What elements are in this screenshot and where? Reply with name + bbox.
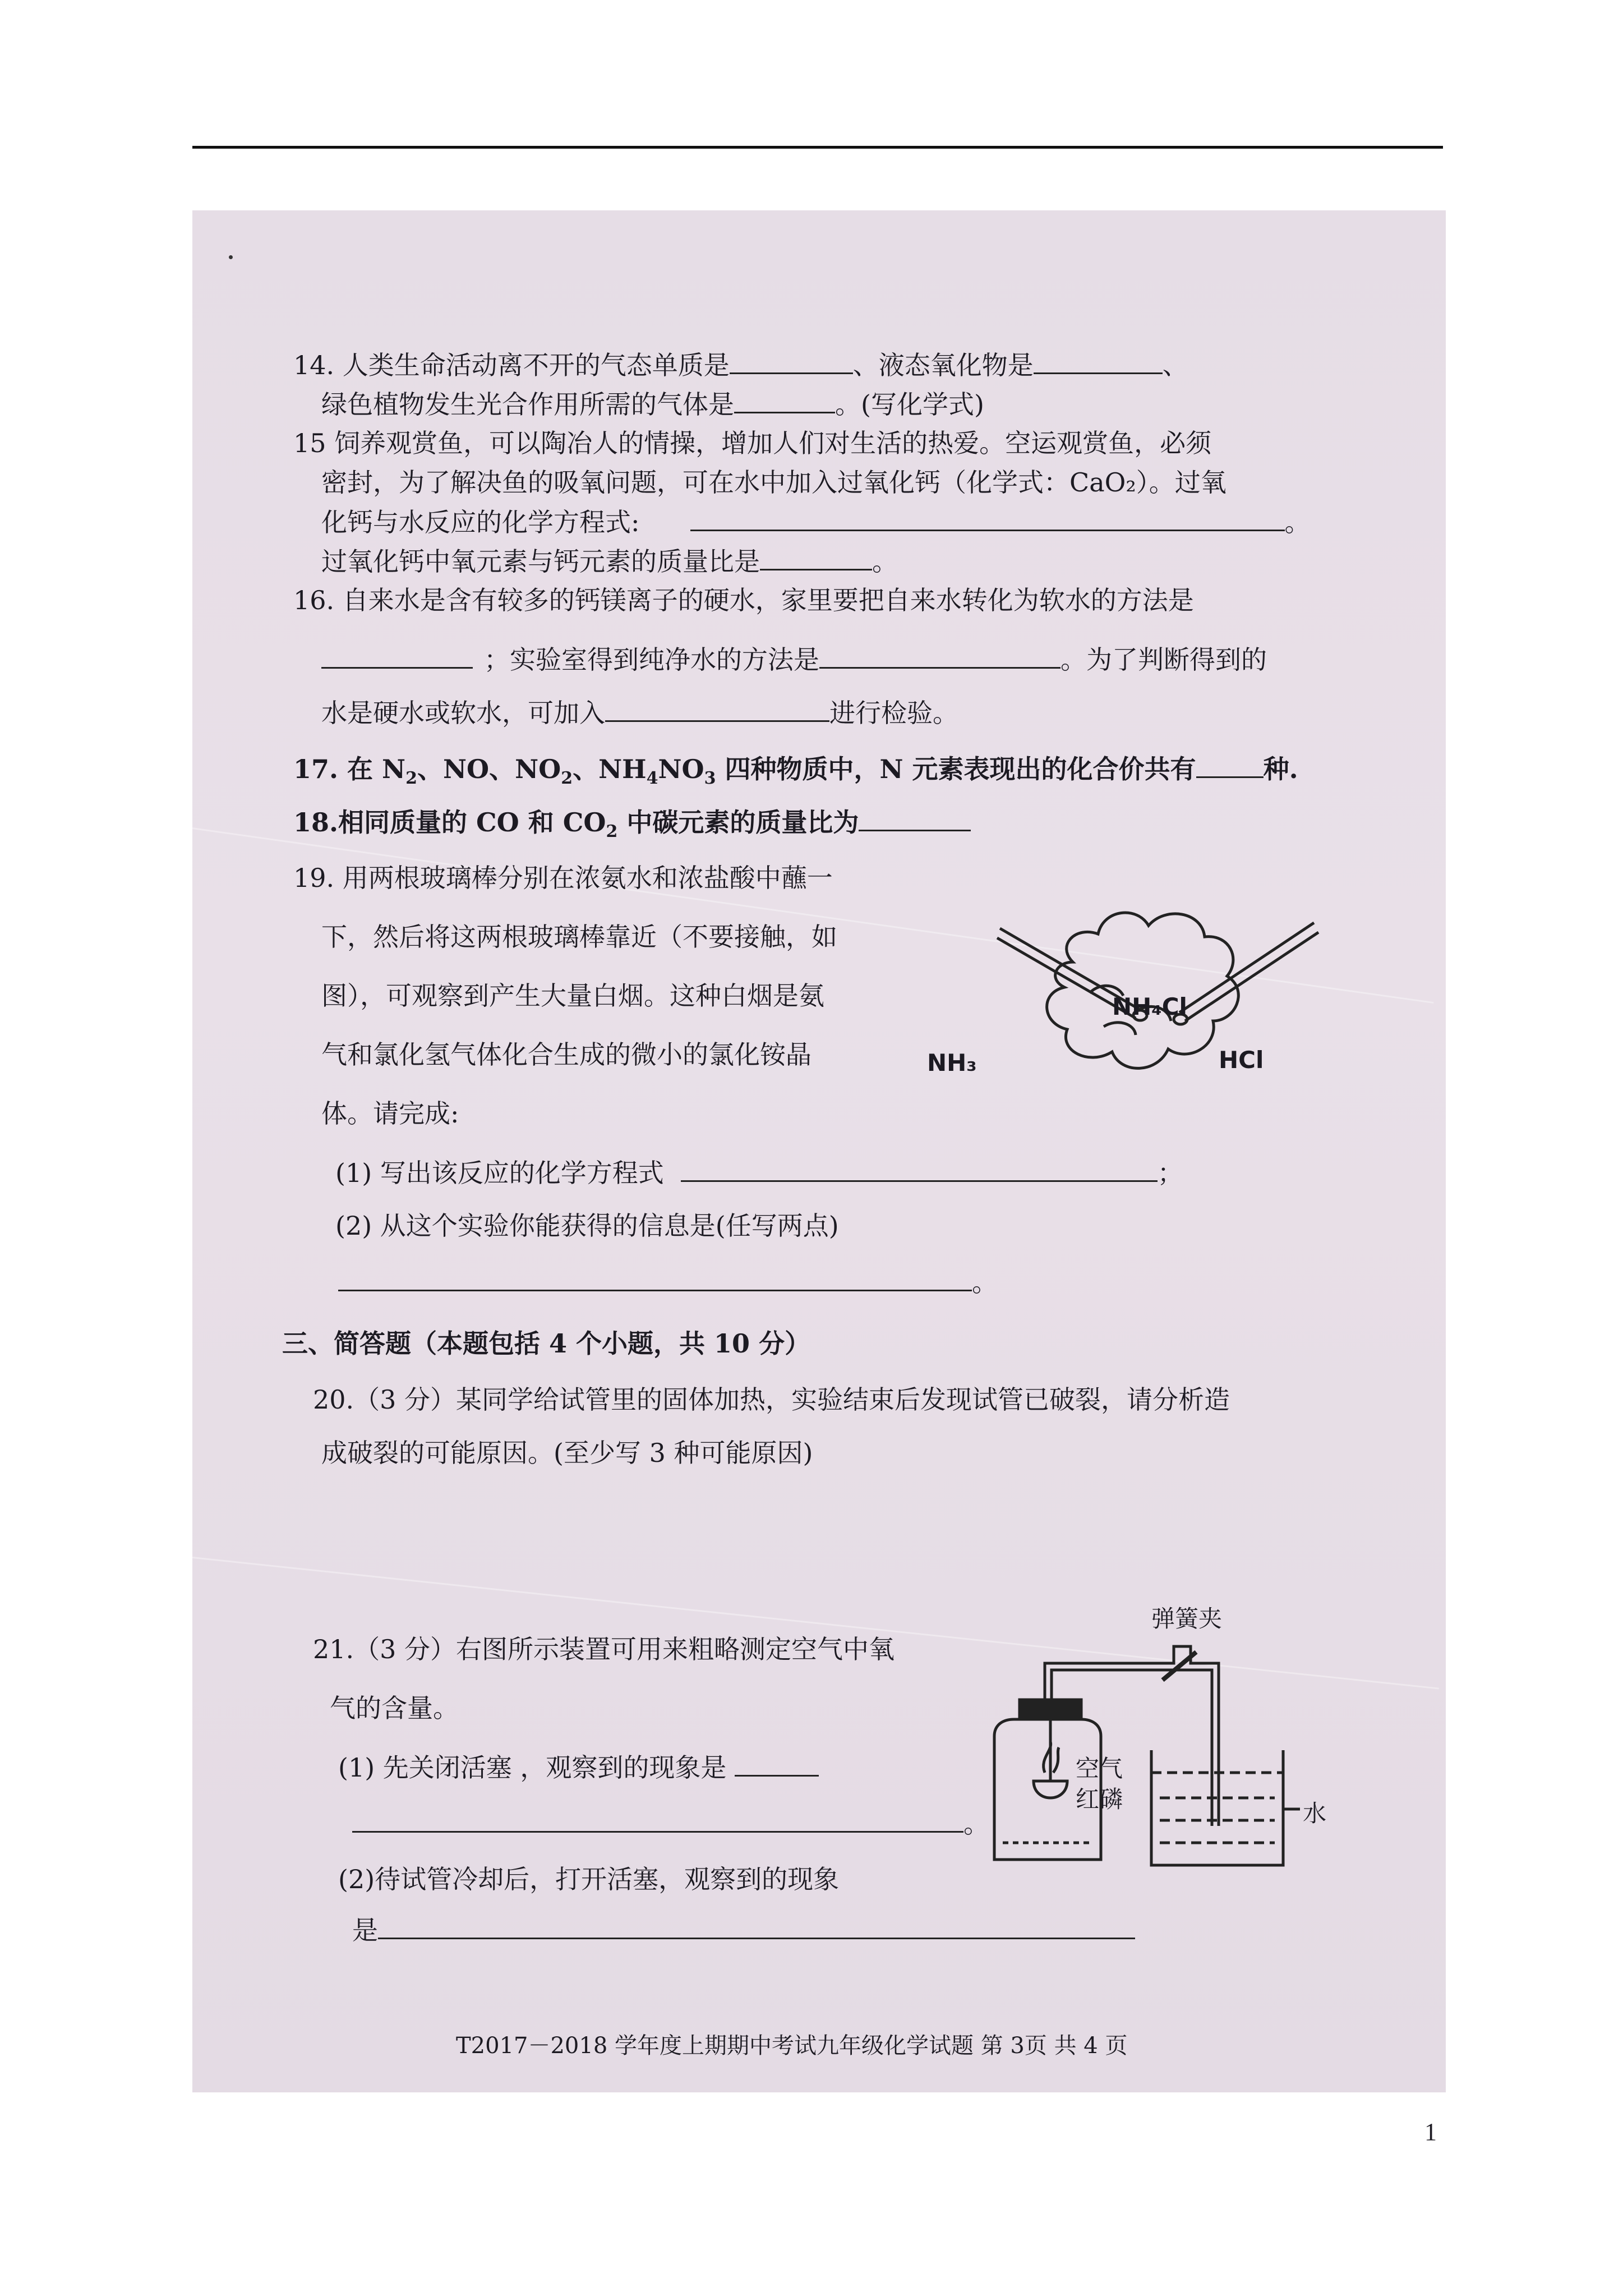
q15-text: 化钙与水反应的化学方程式:	[321, 507, 640, 537]
q14-text: 、液态氧化物是	[852, 350, 1034, 380]
bottle-stopper	[1020, 1700, 1081, 1719]
q17-text: NO	[658, 754, 704, 784]
q21-part1	[338, 1750, 819, 1784]
q17-text: 、NH	[573, 754, 647, 784]
q16-text: ；实验室得到纯净水的方法是	[484, 645, 819, 675]
q15-line2: 密封，为了解决鱼的吸氧问题，可在水中加入过氧化钙（化学式：CaO₂）。过氧	[321, 467, 1227, 498]
q21-part2-line	[352, 1913, 1135, 1947]
answer-blank[interactable]	[1034, 348, 1163, 374]
answer-blank[interactable]	[605, 696, 829, 722]
answer-blank[interactable]	[690, 505, 1285, 531]
q17-text: 17. 在 N	[293, 754, 406, 784]
q17-text: 种.	[1263, 754, 1298, 784]
answer-blank[interactable]	[378, 1913, 1135, 1939]
q18-text: 18.相同质量的 CO 和 CO	[293, 807, 606, 838]
q16-line2	[321, 642, 1267, 677]
apparatus-figure	[961, 1641, 1308, 1876]
q16-text: 。为了判断得到的	[1061, 645, 1267, 675]
answer-blank[interactable]	[859, 805, 971, 831]
q19-line5: 体。请完成:	[321, 1098, 459, 1129]
subscript: 2	[606, 822, 618, 842]
q19-text: (1) 写出该反应的化学方程式	[335, 1158, 664, 1188]
q17-text: 、NO、NO	[417, 754, 561, 784]
q15-line1: 15 饲养观赏鱼，可以陶冶人的情操，增加人们对生活的热爱。空运观赏鱼，必须	[293, 428, 1212, 458]
smoke-cloud	[1047, 913, 1239, 1068]
glass-rod-right	[1179, 923, 1314, 1013]
combustion-spoon	[1034, 1781, 1067, 1798]
spring-clamp-label: 弹簧夹	[1151, 1605, 1223, 1632]
answer-blank[interactable]	[321, 642, 473, 669]
answer-blank[interactable]	[681, 1156, 1158, 1182]
q19-sub2: (2) 从这个实验你能获得的信息是(任写两点)	[335, 1211, 839, 1241]
q16-text: 进行检验。	[829, 698, 958, 728]
q14-line1	[293, 348, 1188, 382]
q14-text: 、	[1162, 350, 1188, 380]
q14-text: 绿色植物发生光合作用所需的气体是	[321, 389, 734, 420]
answer-blank[interactable]	[730, 348, 853, 374]
q21-line2: 气的含量。	[330, 1693, 459, 1723]
q16-text: 水是硬水或软水，可加入	[321, 698, 605, 728]
subscript: 2	[405, 769, 417, 789]
q18-text: 中碳元素的质量比为	[617, 807, 859, 838]
q21-line1: 21.（3 分）右图所示装置可用来粗略测定空气中氧	[313, 1634, 895, 1664]
q20-line1: 20.（3 分）某同学给试管里的固体加热，实验结束后发现试管已破裂，请分析造	[313, 1384, 1230, 1415]
q21-text: 。	[963, 1809, 989, 1839]
header-rule	[192, 146, 1443, 149]
answer-blank[interactable]	[352, 1806, 963, 1833]
q19-line2: 下，然后将这两根玻璃棒靠近（不要接触，如	[321, 922, 837, 952]
q19-line4: 气和氯化氢气体化合生成的微小的氯化铵晶	[321, 1039, 811, 1070]
subscript: 3	[704, 769, 716, 789]
air-label: 空气	[1076, 1755, 1123, 1782]
scanned-page	[192, 210, 1446, 2092]
q19-line3: 图），可观察到产生大量白烟。这种白烟是氨	[321, 981, 824, 1011]
q15-text: 过氧化钙中氧元素与钙元素的质量比是	[321, 546, 760, 577]
nh4cl-label: NH₄Cl	[1112, 993, 1187, 1020]
q15-text: 。	[1284, 507, 1311, 537]
answer-blank[interactable]	[734, 387, 835, 413]
answer-blank[interactable]	[735, 1750, 819, 1777]
water-label: 水	[1303, 1800, 1327, 1827]
q19-sub1	[335, 1156, 1183, 1190]
q19-text: 。	[972, 1267, 998, 1297]
glass-rod-right	[1185, 932, 1318, 1021]
answer-blank[interactable]	[1196, 752, 1264, 778]
q21-part2: (2)待试管冷却后，打开活塞，观察到的现象	[338, 1864, 840, 1894]
red-phosphorus-label: 红磷	[1076, 1786, 1123, 1813]
q18	[293, 805, 971, 849]
q21-text: (1) 先关闭活塞 ，观察到的现象是	[338, 1752, 727, 1783]
q20-line2: 成破裂的可能原因。(至少写 3 种可能原因)	[321, 1438, 813, 1468]
spring-clamp	[1163, 1652, 1196, 1680]
q16-line1: 16. 自来水是含有较多的钙镁离子的硬水，家里要把自来水转化为软水的方法是	[293, 585, 1194, 615]
q19-text: ；	[1157, 1158, 1183, 1188]
q16-line3	[321, 696, 958, 730]
subscript: 2	[561, 769, 573, 789]
speck	[229, 255, 233, 259]
page-number: 1	[1424, 2118, 1437, 2146]
smoke-figure	[955, 861, 1348, 1119]
hcl-label: HCl	[1219, 1046, 1264, 1074]
page-footer: T2017－2018 学年度上期期中考试九年级化学试题 第 3页 共 4 页	[456, 2033, 1128, 2059]
q21-part1-line	[352, 1806, 989, 1841]
answer-blank[interactable]	[338, 1265, 972, 1291]
q17-text: 四种物质中，N 元素表现出的化合价共有	[716, 754, 1196, 784]
q19-sub2-line	[338, 1265, 998, 1299]
q14-line2	[321, 387, 984, 421]
q17	[293, 752, 1298, 795]
subscript: 4	[646, 769, 658, 789]
q14-text: 。(写化学式)	[835, 389, 984, 420]
q15-line4	[321, 544, 898, 578]
q15-text: 。	[872, 546, 898, 577]
q21-text: 是	[352, 1915, 378, 1945]
nh3-label: NH₃	[927, 1049, 977, 1076]
q15-line3	[321, 505, 1311, 539]
answer-blank[interactable]	[760, 544, 872, 570]
q19-line1: 19. 用两根玻璃棒分别在浓氨水和浓盐酸中蘸一	[293, 863, 833, 893]
q14-text: 14. 人类生命活动离不开的气态单质是	[293, 350, 730, 380]
answer-blank[interactable]	[819, 642, 1061, 669]
section-3-title: 三、简答题（本题包括 4 个小题，共 10 分）	[282, 1328, 811, 1359]
